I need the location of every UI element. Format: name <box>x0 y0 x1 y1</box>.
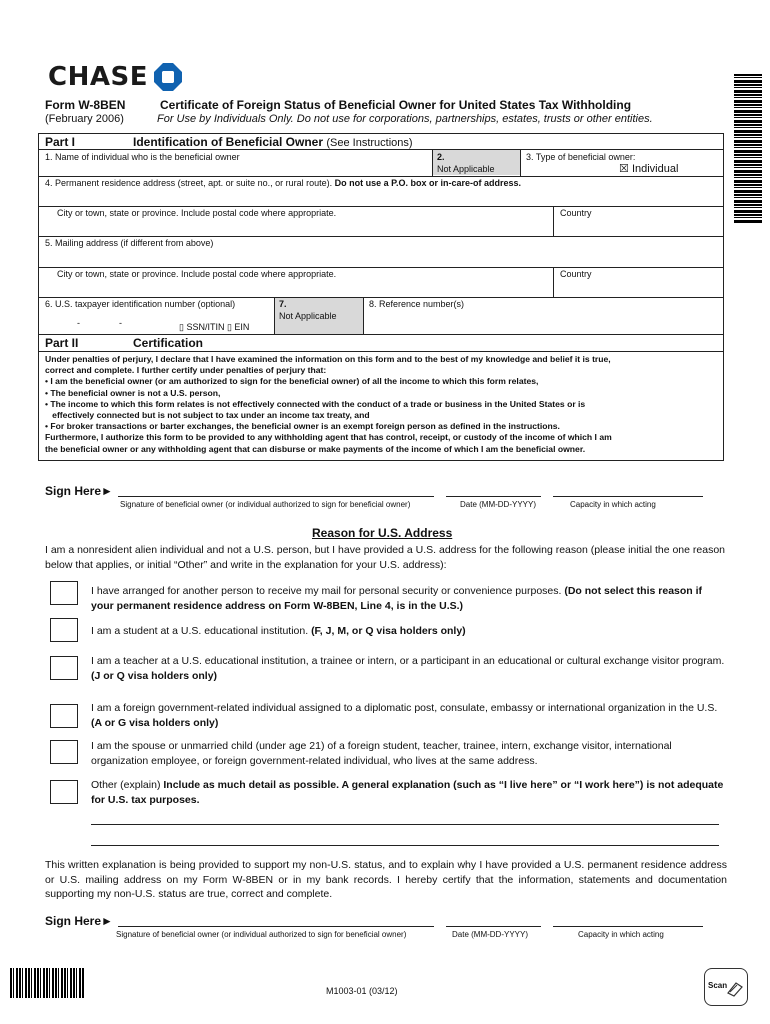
capacity-line[interactable] <box>553 496 703 497</box>
signature-line-2[interactable] <box>118 926 434 927</box>
city2-label: City or town, state or province. Include postal code where appropriate. <box>57 269 337 279</box>
field4-label-wrap <box>45 178 521 188</box>
reason-option-teacher <box>91 654 727 683</box>
reason-text: I am a teacher at a U.S. educational institution, a trainee or intern, or a participant in an educational or cultural exchange visitor program. <box>91 655 725 667</box>
city-label: City or town, state or province. Include postal code where appropriate. <box>57 208 337 218</box>
logo-text: CHASE <box>48 62 148 92</box>
date-caption-2: Date (MM-DD-YYYY) <box>452 930 529 939</box>
chase-logo <box>48 62 183 92</box>
form-table <box>38 133 724 461</box>
field5-label: 5. Mailing address (if different from above) <box>45 238 214 248</box>
field3-label: 3. Type of beneficial owner: <box>526 152 636 162</box>
capacity-caption: Capacity in which acting <box>570 500 656 509</box>
reason-option-spouse <box>91 739 727 768</box>
cert-line: • I am the beneficial owner (or am authorized to sign for the beneficial owner) of all the income to which this form relates, <box>45 376 539 387</box>
initial-box-mail[interactable] <box>50 581 78 605</box>
certification-text <box>45 354 719 455</box>
initial-box-spouse[interactable] <box>50 740 78 764</box>
part1-title-suffix: (See Instructions) <box>326 137 413 149</box>
closing-statement: This written explanation is being provided to support my non-U.S. status, and to explain why I have provided a U.S. permanent residence address or U.S. mailing address on my Form W-8BEN or in my bank records. I hereby certify that the information, statements and documentation supporting my non-U.S. status are true, correct and complete. <box>45 859 727 900</box>
part2-label: Part II <box>45 336 79 350</box>
scanner-icon <box>726 979 744 997</box>
form-name: Form W-8BEN <box>45 98 126 112</box>
field3-value: Individual <box>631 163 679 175</box>
explanation-line-1[interactable] <box>91 824 719 825</box>
reason-option-diplomatic <box>91 701 727 730</box>
sign-here-label-2: Sign Here► <box>45 914 113 928</box>
reason-option-other <box>91 778 727 807</box>
signature-caption: Signature of beneficial owner (or individual authorized to sign for beneficial owner) <box>120 500 411 509</box>
field4-bold: Do not use a P.O. box or in-care-of address. <box>334 178 522 188</box>
capacity-line-2[interactable] <box>553 926 703 927</box>
cert-line: correct and complete. I further certify under penalties of perjury that: <box>45 365 327 376</box>
part1-title-wrap <box>133 135 413 149</box>
cert-line: • For broker transactions or barter exchanges, the beneficial owner is an exempt foreign person as defined in the instructions. <box>45 421 560 432</box>
cert-line: Under penalties of perjury, I declare that I have examined the information on this form and to the best of my knowledge and belief it is true, <box>45 354 611 364</box>
reason-bold: (J or Q visa holders only) <box>91 669 218 682</box>
cert-line: Furthermore, I authorize this form to be provided to any withholding agent that has control, receipt, or custody of the income of which I am <box>45 432 612 443</box>
reason-bold: (Do not select this reason if your permanent residence address on Form W-8BEN, Line 4, is in the U.S.) <box>91 585 703 612</box>
form-title: Certificate of Foreign Status of Beneficial Owner for United States Tax Withholding <box>160 98 632 112</box>
cert-line: the beneficial owner or any withholding agent that can disburse or make payments of the income of which I am the beneficial owner. <box>45 443 586 454</box>
sign-here-label: Sign Here► <box>45 484 113 498</box>
part1-label: Part I <box>45 135 76 149</box>
reason-heading: Reason for U.S. Address <box>312 526 453 540</box>
field6-dash2: - <box>119 318 122 328</box>
date-line-2[interactable] <box>446 926 541 927</box>
form-subtitle: For Use by Individuals Only. Do not use for corporations, partnerships, estates, trusts or other entities. <box>157 113 653 125</box>
chase-octagon-icon <box>153 62 183 92</box>
initial-box-teacher[interactable] <box>50 656 78 680</box>
country-label: Country <box>560 208 592 218</box>
field2-value: Not Applicable <box>437 164 495 174</box>
cert-line: • The beneficial owner is not a U.S. person, <box>45 387 221 398</box>
field7-num: 7. <box>279 299 287 309</box>
reason-intro: I am a nonresident alien individual and not a U.S. person, but I have provided a U.S. address for the following reason (please initial the one reason below that applies, or initial “Other” and write in the explanation for your U.S. address): <box>45 544 725 571</box>
reason-text: I am a student at a U.S. educational institution. <box>91 625 309 637</box>
signature-caption-2: Signature of beneficial owner (or individual authorized to sign for beneficial owner) <box>116 930 407 939</box>
reason-bold: (A or G visa holders only) <box>91 716 219 729</box>
reason-text: Other (explain) <box>91 779 161 791</box>
field4-label: 4. Permanent residence address (street, apt. or suite no., or rural route). <box>45 178 333 188</box>
field7-value: Not Applicable <box>279 311 337 321</box>
initial-box-other[interactable] <box>50 780 78 804</box>
form-date: (February 2006) <box>45 113 124 125</box>
reason-bold: Include as much detail as possible. A general explanation (such as “I live here” or “I work here”) is not adequate for U.S. tax purposes. <box>91 779 724 806</box>
field1-label: 1. Name of individual who is the beneficial owner <box>45 152 240 162</box>
field6-dash1: - <box>77 318 80 328</box>
part2-title: Certification <box>133 336 204 350</box>
date-caption: Date (MM-DD-YYYY) <box>460 500 537 509</box>
form-code: M1003-01 (03/12) <box>326 986 398 996</box>
scan-label: Scan <box>708 981 728 990</box>
field2-num: 2. <box>437 152 445 162</box>
reason-option-mail <box>91 584 727 613</box>
reason-text: I have arranged for another person to receive my mail for personal security or convenience purposes. <box>91 585 562 597</box>
checked-box-icon: ☒ <box>619 163 629 175</box>
vertical-barcode <box>734 74 762 224</box>
reason-text: I am the spouse or unmarried child (under age 21) of a foreign student, teacher, trainee, intern, exchange visitor, international organization employee, or foreign government-related individual, who lives at the same address. <box>91 740 672 767</box>
part1-title: Identification of Beneficial Owner <box>133 135 324 149</box>
footer-barcode <box>10 968 84 998</box>
field8-label: 8. Reference number(s) <box>369 299 465 309</box>
country2-label: Country <box>560 269 592 279</box>
field6-label: 6. U.S. taxpayer identification number (optional) <box>45 299 236 309</box>
explanation-line-2[interactable] <box>91 845 719 846</box>
reason-text: I am a foreign government-related individual assigned to a diplomatic post, consulate, embassy or international organization in the U.S. <box>91 702 718 714</box>
initial-box-diplomatic[interactable] <box>50 704 78 728</box>
initial-box-student[interactable] <box>50 618 78 642</box>
cert-line: • The income to which this form relates is not effectively connected with the conduct of a trade or business in the United States or is <box>45 398 586 409</box>
field6-options[interactable]: ▯ SSN/ITIN ▯ EIN <box>179 322 250 332</box>
field3-checkbox[interactable] <box>619 162 678 175</box>
scan-button[interactable] <box>704 968 748 1006</box>
signature-line[interactable] <box>118 496 434 497</box>
cert-line: effectively connected but is not subject to tax under an income tax treaty, and <box>45 410 370 421</box>
reason-option-student <box>91 624 727 639</box>
reason-bold: (F, J, M, or Q visa holders only) <box>311 625 466 637</box>
capacity-caption-2: Capacity in which acting <box>578 930 664 939</box>
date-line[interactable] <box>446 496 541 497</box>
